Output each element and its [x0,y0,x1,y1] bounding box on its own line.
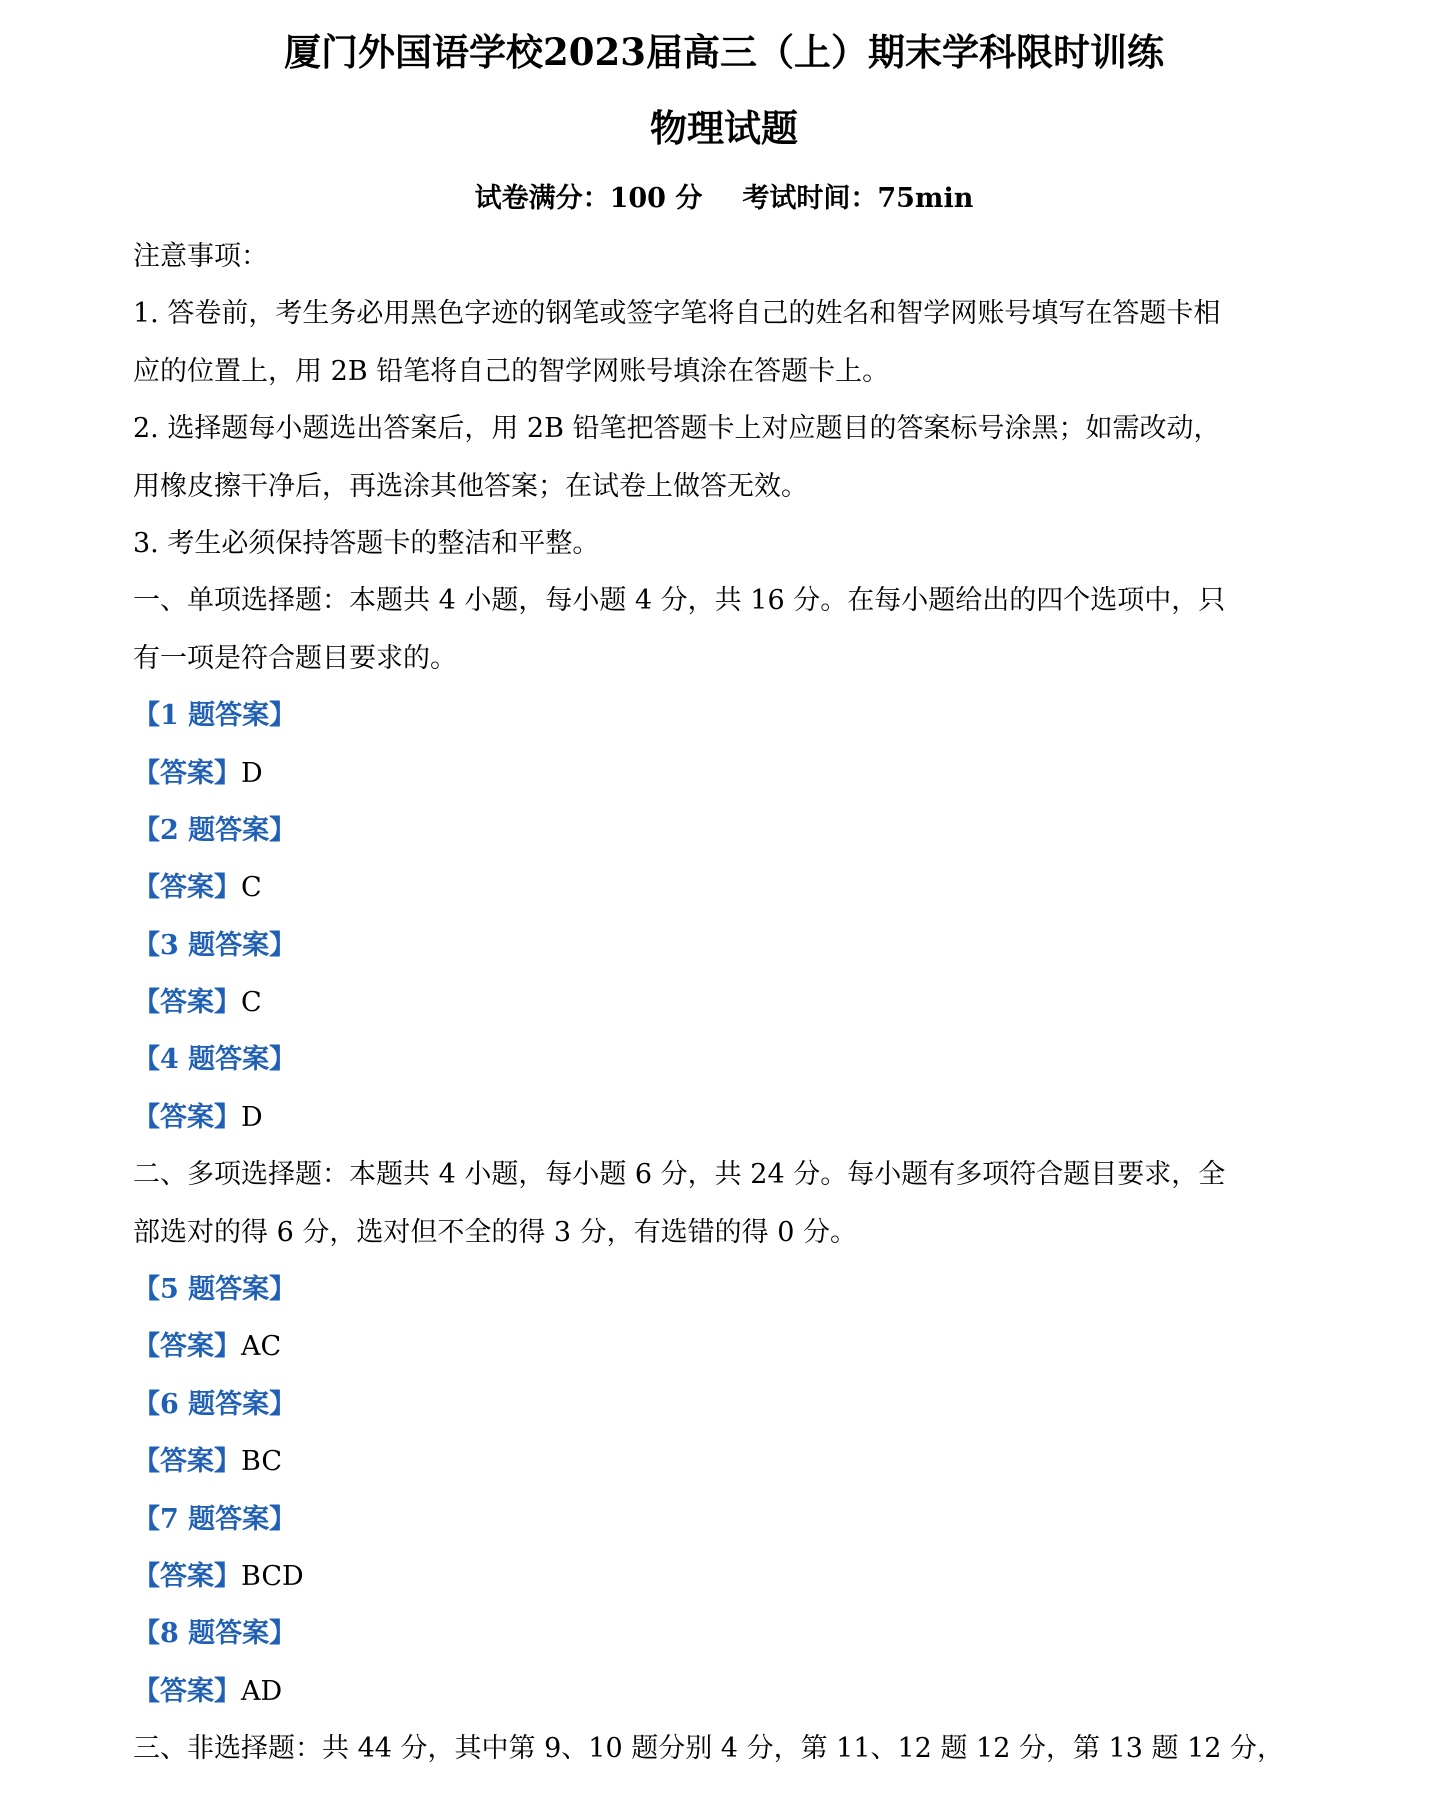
notice-heading: 注意事项： [133,241,268,272]
time-label: 考试时间： [742,183,878,214]
answer-line [133,1663,1323,1720]
answer-value: D [241,1101,263,1133]
answer-value: D [241,757,263,789]
notice-line: 3. 考生必须保持答题卡的整洁和平整。 [133,527,600,559]
full-score-label: 试卷满分： [474,183,610,214]
exam-meta [0,176,1448,215]
answer-label: 【答案】 [133,1446,241,1478]
question-answer-heading: 【5 题答案】 [133,1274,297,1306]
answer-line [133,1318,1323,1375]
question-answer-heading: 【1 题答案】 [133,700,297,732]
answer-label: 【答案】 [133,1560,241,1592]
page-subtitle: 物理试题 [650,106,798,150]
document-body [133,228,1323,1778]
question-answer-heading: 【6 题答案】 [133,1388,297,1420]
question-answer-heading: 【8 题答案】 [133,1618,297,1650]
section-heading: 二、多项选择题：本题共 4 小题，每小题 6 分，共 24 分。每小题有多项符合题目要求，全 [133,1159,1226,1191]
answer-label: 【答案】 [133,872,241,904]
section-heading: 部选对的得 6 分，选对但不全的得 3 分，有选错的得 0 分。 [133,1216,858,1248]
answer-value: AD [241,1675,283,1707]
full-score-value: 100 分 [609,183,703,214]
time-value: 75min [877,183,974,214]
answer-label: 【答案】 [133,757,241,789]
question-answer-heading: 【2 题答案】 [133,814,297,846]
notice-line: 2. 选择题每小题选出答案后，用 2B 铅笔把答题卡上对应题目的答案标号涂黑；如需改动， [133,413,1221,445]
notice-line: 应的位置上，用 2B 铅笔将自己的智学网账号填涂在答题卡上。 [133,355,890,387]
question-answer-heading: 【4 题答案】 [133,1044,297,1076]
section-heading: 三、非选择题：共 44 分，其中第 9、10 题分别 4 分，第 11、12 题 12 分，第 13 题 12 分， [133,1733,1285,1765]
answer-value: BCD [241,1560,304,1592]
answer-label: 【答案】 [133,987,241,1019]
answer-line [133,745,1323,802]
answer-line [133,1433,1323,1490]
notice-line: 用橡皮擦干净后，再选涂其他答案；在试卷上做答无效。 [133,470,808,502]
section-heading: 一、单项选择题：本题共 4 小题，每小题 4 分，共 16 分。在每小题给出的四个选项中，只 [133,585,1226,617]
answer-label: 【答案】 [133,1101,241,1133]
answer-line [133,1548,1323,1605]
page-title: 厦门外国语学校2023届高三（上）期末学科限时训练 [284,30,1164,74]
answer-value: C [241,872,262,904]
section-heading: 有一项是符合题目要求的。 [133,642,457,674]
answer-line [133,974,1323,1031]
notice-line: 1. 答卷前，考生务必用黑色字迹的钢笔或签字笔将自己的姓名和智学网账号填写在答题卡相 [133,298,1221,330]
answer-value: BC [241,1446,283,1478]
answer-line [133,1089,1323,1146]
answer-label: 【答案】 [133,1331,241,1363]
question-answer-heading: 【3 题答案】 [133,929,297,961]
answer-value: C [241,987,262,1019]
question-answer-heading: 【7 题答案】 [133,1503,297,1535]
answer-label: 【答案】 [133,1675,241,1707]
answer-line [133,859,1323,916]
answer-value: AC [241,1331,282,1363]
